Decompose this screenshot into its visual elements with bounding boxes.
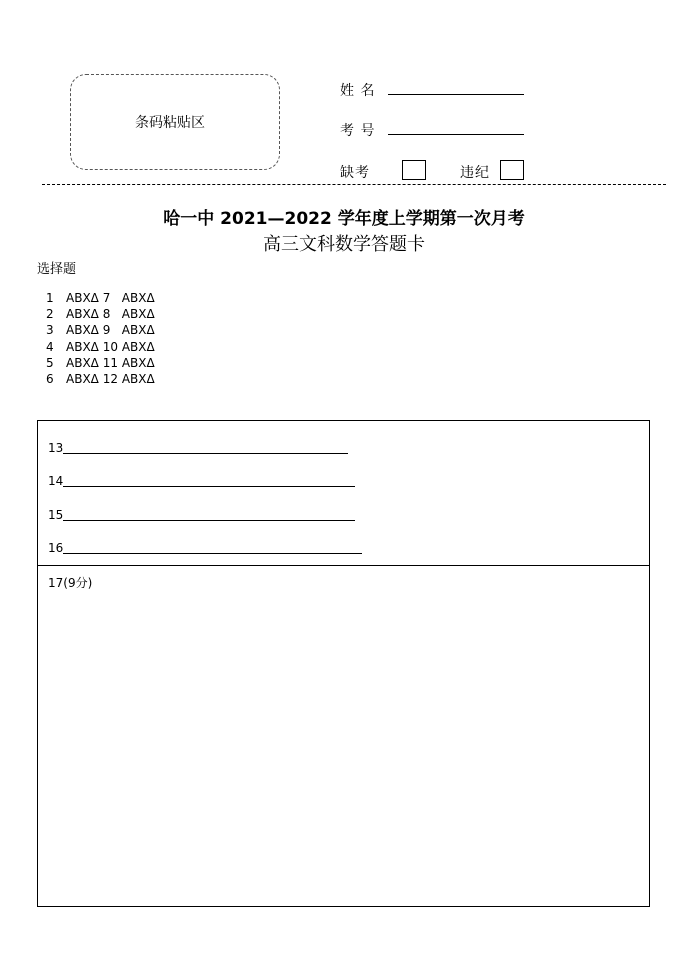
answer-options[interactable]: ABXΔ [121, 291, 155, 305]
violation-checkbox[interactable] [500, 160, 524, 180]
id-label: 考 号 [340, 123, 376, 139]
absent-checkbox[interactable] [402, 160, 426, 180]
choice-row [46, 306, 155, 322]
choice-row [46, 322, 155, 338]
q17-label: 17(9分) [48, 576, 93, 590]
fill-question-number: 14 [48, 474, 64, 488]
name-label: 姓 名 [340, 83, 376, 99]
fill-question-number: 13 [48, 441, 64, 455]
question-number: 10 [102, 339, 118, 354]
choice-row [46, 371, 155, 387]
question-number: 4 [46, 339, 54, 354]
choice-row [46, 355, 155, 371]
fill-answer-line[interactable] [63, 453, 348, 454]
answer-options[interactable]: ABXΔ [121, 372, 155, 387]
answer-options[interactable]: ABXΔ [121, 307, 155, 322]
question-number: 6 [46, 372, 54, 387]
answer-options[interactable]: ABXΔ [66, 339, 99, 354]
exam-title: 哈一中 2021—2022 学年度上学期第一次月考 [163, 209, 525, 229]
choice-answer-grid [46, 290, 155, 387]
fill-in-section-box [37, 420, 650, 566]
answer-options[interactable]: ABXΔ [66, 355, 99, 370]
answer-options[interactable]: ABXΔ [121, 339, 155, 354]
fill-answer-line[interactable] [63, 520, 355, 521]
question-number: 2 [46, 307, 54, 322]
choice-section-heading: 选择题 [37, 262, 77, 277]
fill-question-number: 15 [48, 508, 64, 522]
answer-options[interactable]: ABXΔ [66, 323, 99, 338]
question-number: 1 [46, 291, 54, 305]
question-number: 7 [102, 291, 111, 305]
name-field[interactable] [388, 94, 524, 95]
choice-row [46, 339, 155, 355]
barcode-label: 条码粘贴区 [135, 115, 205, 131]
fill-answer-line[interactable] [63, 553, 362, 554]
answer-sheet-title: 高三文科数学答题卡 [263, 234, 425, 255]
q17-answer-area[interactable] [37, 564, 650, 907]
fill-question-number: 16 [48, 541, 64, 555]
question-number: 5 [46, 355, 54, 370]
id-field[interactable] [388, 134, 524, 135]
absent-label: 缺考 [340, 165, 370, 181]
question-number: 3 [46, 323, 54, 338]
question-number: 11 [102, 355, 118, 370]
answer-options[interactable]: ABXΔ [66, 307, 99, 322]
cut-line-divider [42, 184, 666, 185]
question-number: 9 [102, 323, 111, 338]
violation-label: 违纪 [460, 165, 490, 181]
answer-options[interactable]: ABXΔ [66, 291, 99, 305]
question-number: 12 [102, 372, 118, 387]
answer-options[interactable]: ABXΔ [121, 355, 155, 370]
choice-row [46, 290, 155, 306]
fill-answer-line[interactable] [63, 486, 355, 487]
answer-options[interactable]: ABXΔ [121, 323, 155, 338]
answer-options[interactable]: ABXΔ [66, 372, 99, 387]
question-number: 8 [102, 307, 111, 322]
